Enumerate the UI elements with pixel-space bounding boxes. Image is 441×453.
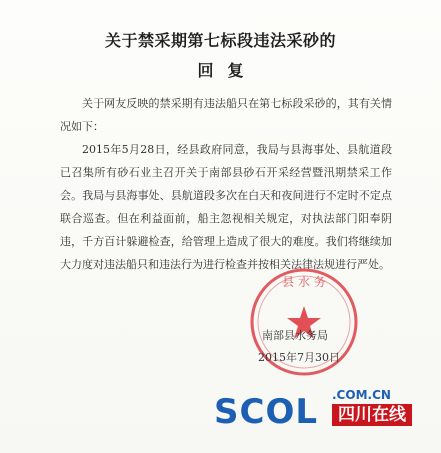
document-body <box>60 92 392 276</box>
scol-domain-text: .COM.CN <box>332 388 391 402</box>
scol-name-badge: 四川在线 <box>332 404 412 426</box>
paragraph-intro: 关于网友反映的禁采期有违法船只在第七标段采砂的，其有关情况如下： <box>60 97 392 133</box>
scol-logo-text: SCOL <box>214 392 319 432</box>
signature: 南部县水务局 <box>262 329 328 342</box>
document-title-line1: 关于禁采期第七标段违法采砂的 <box>104 31 336 50</box>
document-date: 2015年7月30日 <box>258 351 340 364</box>
svg-text:县 水 务: 县 水 务 <box>282 275 326 289</box>
scol-watermark <box>200 386 430 438</box>
paragraph-main: 2015年5月28日，经县政府同意，我局与县海事处、县航道段已召集所有砂石业主召开关于南部县砂石开采经营暨汛期禁采工作会。我局与县海事处、县航道段多次在白天和夜间进行不定时不定点联合巡查。但在利益面前，船主忽视相关规定，对执法部门阳奉阴违，千方百计躲避检查，给管理上造成了很大的难度。我们将继续加大力度对违法船只和违法行为进行检查并按相关法律法规进行严处。 <box>60 143 392 271</box>
document-title-line2: 回复 <box>197 61 258 80</box>
